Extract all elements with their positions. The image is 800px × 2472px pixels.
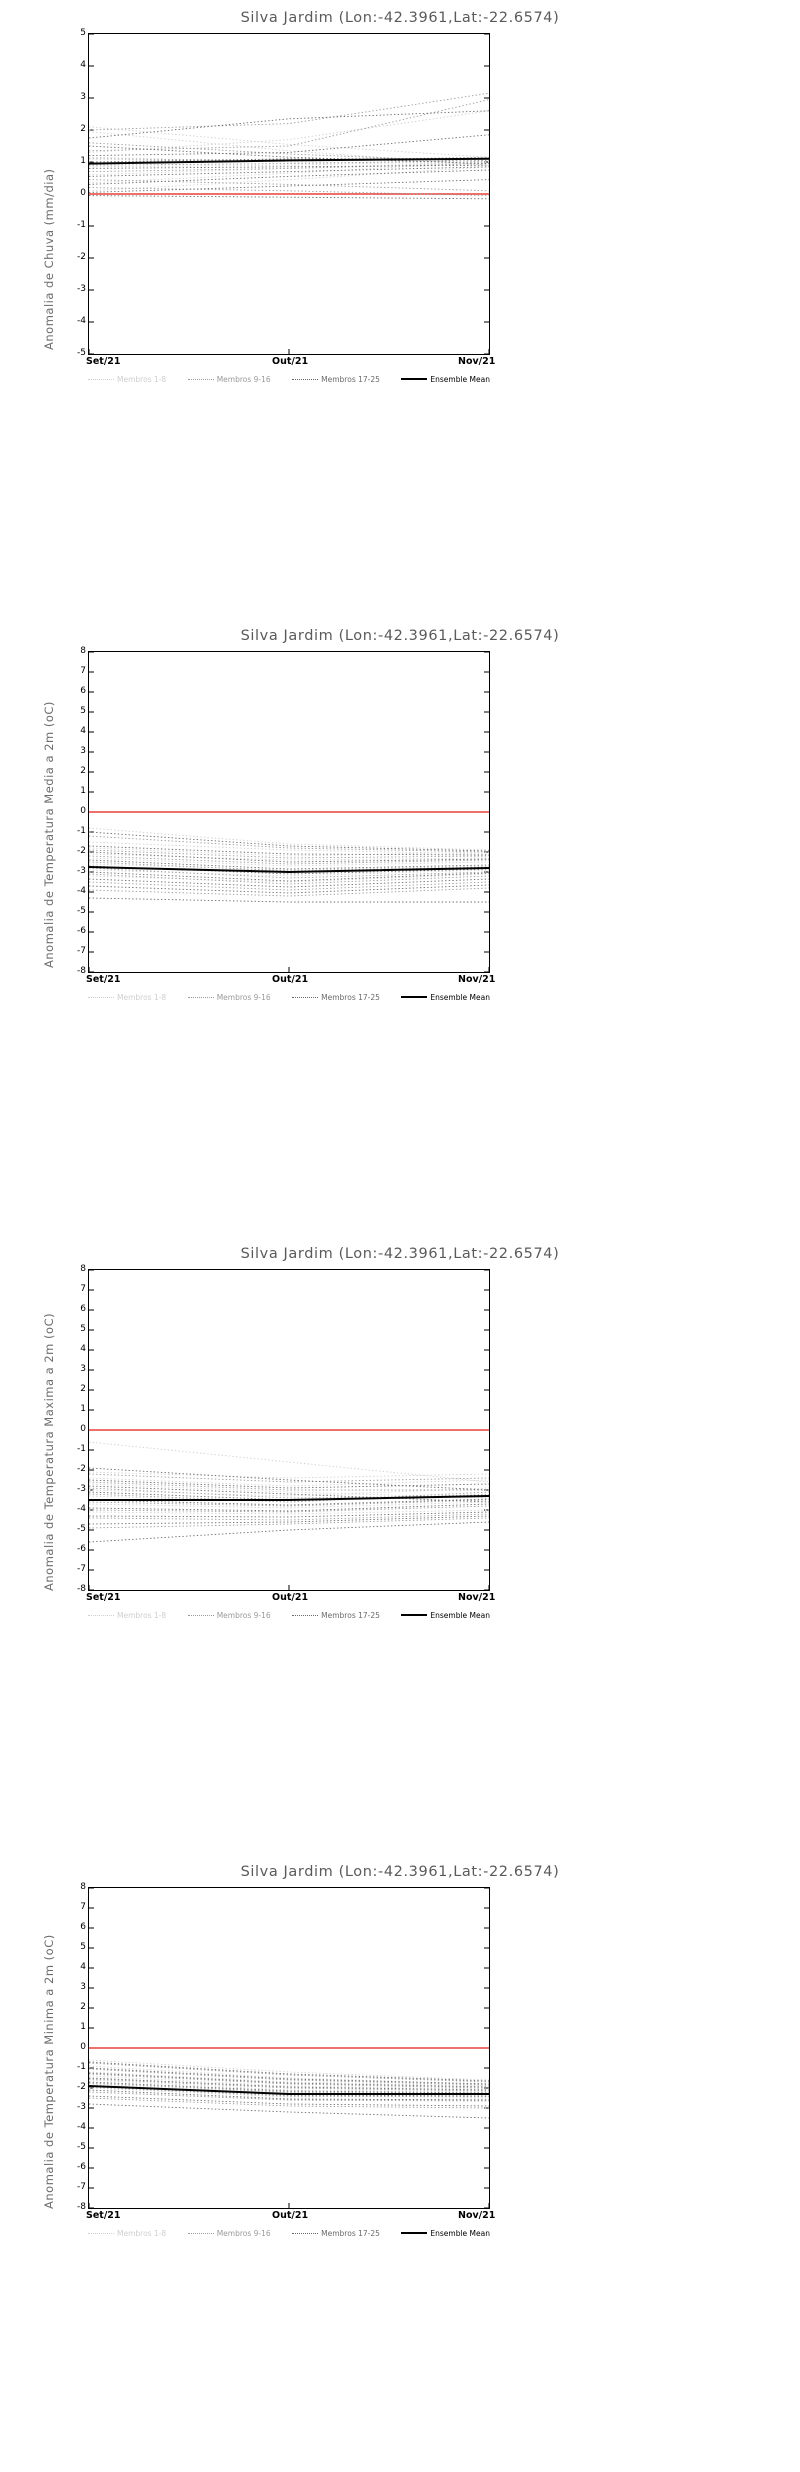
member-line: [89, 885, 489, 893]
y-tick-label: -5: [77, 2142, 86, 2152]
y-tick-label: 4: [80, 60, 86, 70]
y-tick-label: 1: [80, 2022, 86, 2032]
member-line: [89, 1484, 489, 1498]
y-tick-label: -7: [77, 2182, 86, 2192]
y-tick-label: 8: [80, 1264, 86, 1274]
y-tick-label: 2: [80, 1384, 86, 1394]
member-line: [89, 852, 489, 862]
y-tick-label: -7: [77, 1564, 86, 1574]
y-tick-label: 4: [80, 1344, 86, 1354]
member-line: [89, 1492, 489, 1500]
y-tick-label: 3: [80, 746, 86, 756]
ensemble-mean-line: [89, 867, 489, 872]
y-tick-label: 2: [80, 766, 86, 776]
y-axis-label: Anomalia de Temperatura Media a 2m (oC): [42, 701, 56, 968]
y-tick-label: -8: [77, 966, 86, 976]
y-tick-label: -4: [77, 2122, 86, 2132]
y-tick-label: 1: [80, 1404, 86, 1414]
y-tick-label: -1: [77, 220, 86, 230]
member-line: [89, 846, 489, 855]
legend-item-membros-17-25: Membros 17-25: [292, 993, 380, 1002]
member-line: [89, 2063, 489, 2082]
legend-item-membros-17-25: Membros 17-25: [292, 1611, 380, 1620]
member-line: [89, 1518, 489, 1528]
y-tick-label: 0: [80, 188, 86, 198]
plot-area: [88, 651, 490, 973]
page-title: Silva Jardim (Lon:-42.3961,Lat:-22.6574): [240, 10, 560, 26]
legend-line-icon: [88, 379, 114, 380]
member-line: [89, 836, 489, 852]
y-tick-label: -6: [77, 926, 86, 936]
y-tick-label: 5: [80, 28, 86, 38]
member-line: [89, 2062, 489, 2081]
y-tick-label: 1: [80, 786, 86, 796]
y-tick-label: -8: [77, 2202, 86, 2212]
y-tick-label: -7: [77, 946, 86, 956]
y-tick-label: 6: [80, 686, 86, 696]
x-tick-label: Set/21: [86, 1592, 121, 1603]
chart-panel-chuva: [0, 0, 800, 618]
legend-item-membros-9-16: Membros 9-16: [188, 1611, 271, 1620]
x-tick-label: Nov/21: [458, 2210, 496, 2221]
member-line: [89, 2069, 489, 2085]
member-line: [89, 111, 489, 153]
ensemble-mean-line: [89, 2086, 489, 2094]
legend-line-icon: [188, 379, 214, 380]
y-tick-label: -2: [77, 252, 86, 262]
member-line: [89, 170, 489, 184]
legend-line-icon: [292, 2233, 318, 2234]
member-line: [89, 1472, 489, 1478]
x-tick-label: Out/21: [272, 356, 309, 367]
plot-area: [88, 1269, 490, 1591]
member-line: [89, 111, 489, 138]
y-axis-label: Anomalia de Temperatura Minima a 2m (oC): [42, 1934, 56, 2209]
member-line: [89, 888, 489, 896]
x-tick-label: Set/21: [86, 2210, 121, 2221]
member-line: [89, 848, 489, 856]
legend-line-icon: [292, 379, 318, 380]
x-tick-label: Nov/21: [458, 356, 496, 367]
member-line: [89, 854, 489, 860]
member-line: [89, 1482, 489, 1490]
member-line: [89, 1488, 489, 1496]
x-tick-labels: [0, 1592, 800, 1608]
member-line: [89, 2066, 489, 2084]
y-tick-label: 8: [80, 646, 86, 656]
member-line: [89, 1468, 489, 1490]
legend-item-membros-17-25: Membros 17-25: [292, 2229, 380, 2238]
member-line: [89, 1516, 489, 1524]
legend-item-membros-9-16: Membros 9-16: [188, 993, 271, 1002]
member-line: [89, 162, 489, 183]
y-tick-label: 0: [80, 2042, 86, 2052]
series-canvas: [89, 34, 489, 354]
y-axis-label: Anomalia de Chuva (mm/dia): [42, 168, 56, 350]
series-canvas: [89, 1270, 489, 1590]
y-tick-label: 0: [80, 806, 86, 816]
member-line: [89, 832, 489, 851]
legend-line-icon: [292, 997, 318, 998]
member-line: [89, 858, 489, 866]
member-line: [89, 2068, 489, 2084]
member-line: [89, 828, 489, 850]
legend-line-icon: [401, 378, 427, 380]
y-tick-label: 1: [80, 156, 86, 166]
y-tick-label: 3: [80, 1364, 86, 1374]
y-tick-label: -5: [77, 906, 86, 916]
y-tick-label: 7: [80, 1284, 86, 1294]
y-tick-label: -6: [77, 2162, 86, 2172]
y-tick-label: -1: [77, 2062, 86, 2072]
member-line: [89, 100, 489, 151]
x-tick-labels: [0, 356, 800, 372]
legend-item-membros-1-8: Membros 1-8: [88, 2229, 166, 2238]
y-tick-label: -2: [77, 2082, 86, 2092]
member-line: [89, 2072, 489, 2086]
member-line: [89, 1478, 489, 1486]
y-tick-label: -6: [77, 1544, 86, 1554]
ensemble-mean-line: [89, 159, 489, 164]
legend-line-icon: [401, 996, 427, 998]
y-axis-label: Anomalia de Temperatura Maxima a 2m (oC): [42, 1312, 56, 1591]
member-line: [89, 874, 489, 884]
legend-item-membros-17-25: Membros 17-25: [292, 375, 380, 384]
y-tick-labels: [62, 1882, 86, 2212]
y-tick-label: 7: [80, 666, 86, 676]
member-line: [89, 2076, 489, 2089]
member-line: [89, 1480, 489, 1488]
y-tick-label: -1: [77, 1444, 86, 1454]
member-line: [89, 135, 489, 156]
member-line: [89, 1502, 489, 1508]
page-title: Silva Jardim (Lon:-42.3961,Lat:-22.6574): [240, 1864, 560, 1880]
member-line: [89, 2104, 489, 2118]
member-line: [89, 842, 489, 854]
legend-item-membros-1-8: Membros 1-8: [88, 1611, 166, 1620]
y-tick-label: 8: [80, 1882, 86, 1892]
y-tick-label: -1: [77, 826, 86, 836]
x-tick-label: Nov/21: [458, 1592, 496, 1603]
y-tick-label: 7: [80, 1902, 86, 1912]
x-tick-label: Nov/21: [458, 974, 496, 985]
member-line: [89, 1510, 489, 1514]
member-line: [89, 167, 489, 177]
member-line: [89, 196, 489, 199]
x-tick-label: Out/21: [272, 1592, 309, 1603]
member-line: [89, 180, 489, 193]
member-line: [89, 164, 489, 172]
member-line: [89, 1514, 489, 1520]
legend-item-membros-1-8: Membros 1-8: [88, 993, 166, 1002]
x-tick-label: Out/21: [272, 2210, 309, 2221]
legend-line-icon: [188, 1615, 214, 1616]
y-tick-label: -5: [77, 348, 86, 358]
member-line: [89, 2096, 489, 2106]
member-line: [89, 1512, 489, 1517]
member-line: [89, 127, 489, 157]
y-tick-label: -5: [77, 1524, 86, 1534]
member-line: [89, 879, 489, 887]
plot-area: [88, 33, 490, 355]
ensemble-mean-line: [89, 1496, 489, 1500]
y-tick-labels: [62, 28, 86, 358]
y-tick-labels: [62, 1264, 86, 1594]
y-tick-label: -4: [77, 1504, 86, 1514]
y-tick-label: -3: [77, 2102, 86, 2112]
y-tick-label: -4: [77, 886, 86, 896]
y-tick-label: -2: [77, 1464, 86, 1474]
x-tick-label: Out/21: [272, 974, 309, 985]
chart-panel-temp-media: [0, 618, 800, 1236]
y-tick-label: 4: [80, 726, 86, 736]
chart-panel-temp-minima: [0, 1854, 800, 2472]
legend-item-ensemble-mean: Ensemble Mean: [401, 993, 490, 1002]
plot-area: [88, 1887, 490, 2209]
y-tick-label: 2: [80, 2002, 86, 2012]
member-line: [89, 165, 489, 168]
y-tick-label: 5: [80, 1324, 86, 1334]
member-line: [89, 898, 489, 902]
member-line: [89, 93, 489, 130]
y-tick-label: -3: [77, 1484, 86, 1494]
y-tick-label: 5: [80, 1942, 86, 1952]
legend-line-icon: [88, 2233, 114, 2234]
member-line: [89, 1522, 489, 1542]
member-line: [89, 882, 489, 890]
legend-item-membros-9-16: Membros 9-16: [188, 375, 271, 384]
y-tick-label: 0: [80, 1424, 86, 1434]
page-title: Silva Jardim (Lon:-42.3961,Lat:-22.6574): [240, 1246, 560, 1262]
member-line: [89, 180, 489, 191]
legend-item-membros-1-8: Membros 1-8: [88, 375, 166, 384]
member-line: [89, 874, 489, 882]
member-line: [89, 2060, 489, 2080]
legend: [88, 990, 490, 1004]
member-line: [89, 2080, 489, 2092]
member-line: [89, 1504, 489, 1511]
x-tick-labels: [0, 974, 800, 990]
member-line: [89, 2073, 489, 2087]
page-title: Silva Jardim (Lon:-42.3961,Lat:-22.6574): [240, 628, 560, 644]
legend-line-icon: [188, 997, 214, 998]
x-tick-label: Set/21: [86, 974, 121, 985]
member-line: [89, 872, 489, 881]
legend: [88, 372, 490, 386]
legend-item-ensemble-mean: Ensemble Mean: [401, 375, 490, 384]
legend-line-icon: [88, 1615, 114, 1616]
legend-item-membros-9-16: Membros 9-16: [188, 2229, 271, 2238]
member-line: [89, 1442, 489, 1482]
y-tick-label: 2: [80, 124, 86, 134]
legend: [88, 2226, 490, 2240]
member-line: [89, 162, 489, 175]
legend-line-icon: [188, 2233, 214, 2234]
legend-line-icon: [292, 1615, 318, 1616]
x-tick-labels: [0, 2210, 800, 2226]
member-line: [89, 1506, 489, 1512]
y-tick-label: 3: [80, 92, 86, 102]
x-tick-label: Set/21: [86, 356, 121, 367]
legend-line-icon: [401, 2232, 427, 2234]
y-tick-labels: [62, 646, 86, 976]
member-line: [89, 850, 489, 858]
chart-panel-temp-maxima: [0, 1236, 800, 1854]
series-canvas: [89, 652, 489, 972]
member-line: [89, 167, 489, 191]
y-tick-label: -3: [77, 284, 86, 294]
y-tick-label: -8: [77, 1584, 86, 1594]
y-tick-label: 3: [80, 1982, 86, 1992]
y-tick-label: 6: [80, 1304, 86, 1314]
y-tick-label: -4: [77, 316, 86, 326]
y-tick-label: 4: [80, 1962, 86, 1972]
member-line: [89, 1474, 489, 1482]
y-tick-label: -2: [77, 846, 86, 856]
legend-item-ensemble-mean: Ensemble Mean: [401, 2229, 490, 2238]
member-line: [89, 2074, 489, 2088]
legend-item-ensemble-mean: Ensemble Mean: [401, 1611, 490, 1620]
member-line: [89, 856, 489, 864]
legend: [88, 1608, 490, 1622]
series-canvas: [89, 1888, 489, 2208]
member-line: [89, 2098, 489, 2108]
legend-line-icon: [401, 1614, 427, 1616]
y-tick-label: 5: [80, 706, 86, 716]
legend-line-icon: [88, 997, 114, 998]
y-tick-label: 6: [80, 1922, 86, 1932]
y-tick-label: -3: [77, 866, 86, 876]
